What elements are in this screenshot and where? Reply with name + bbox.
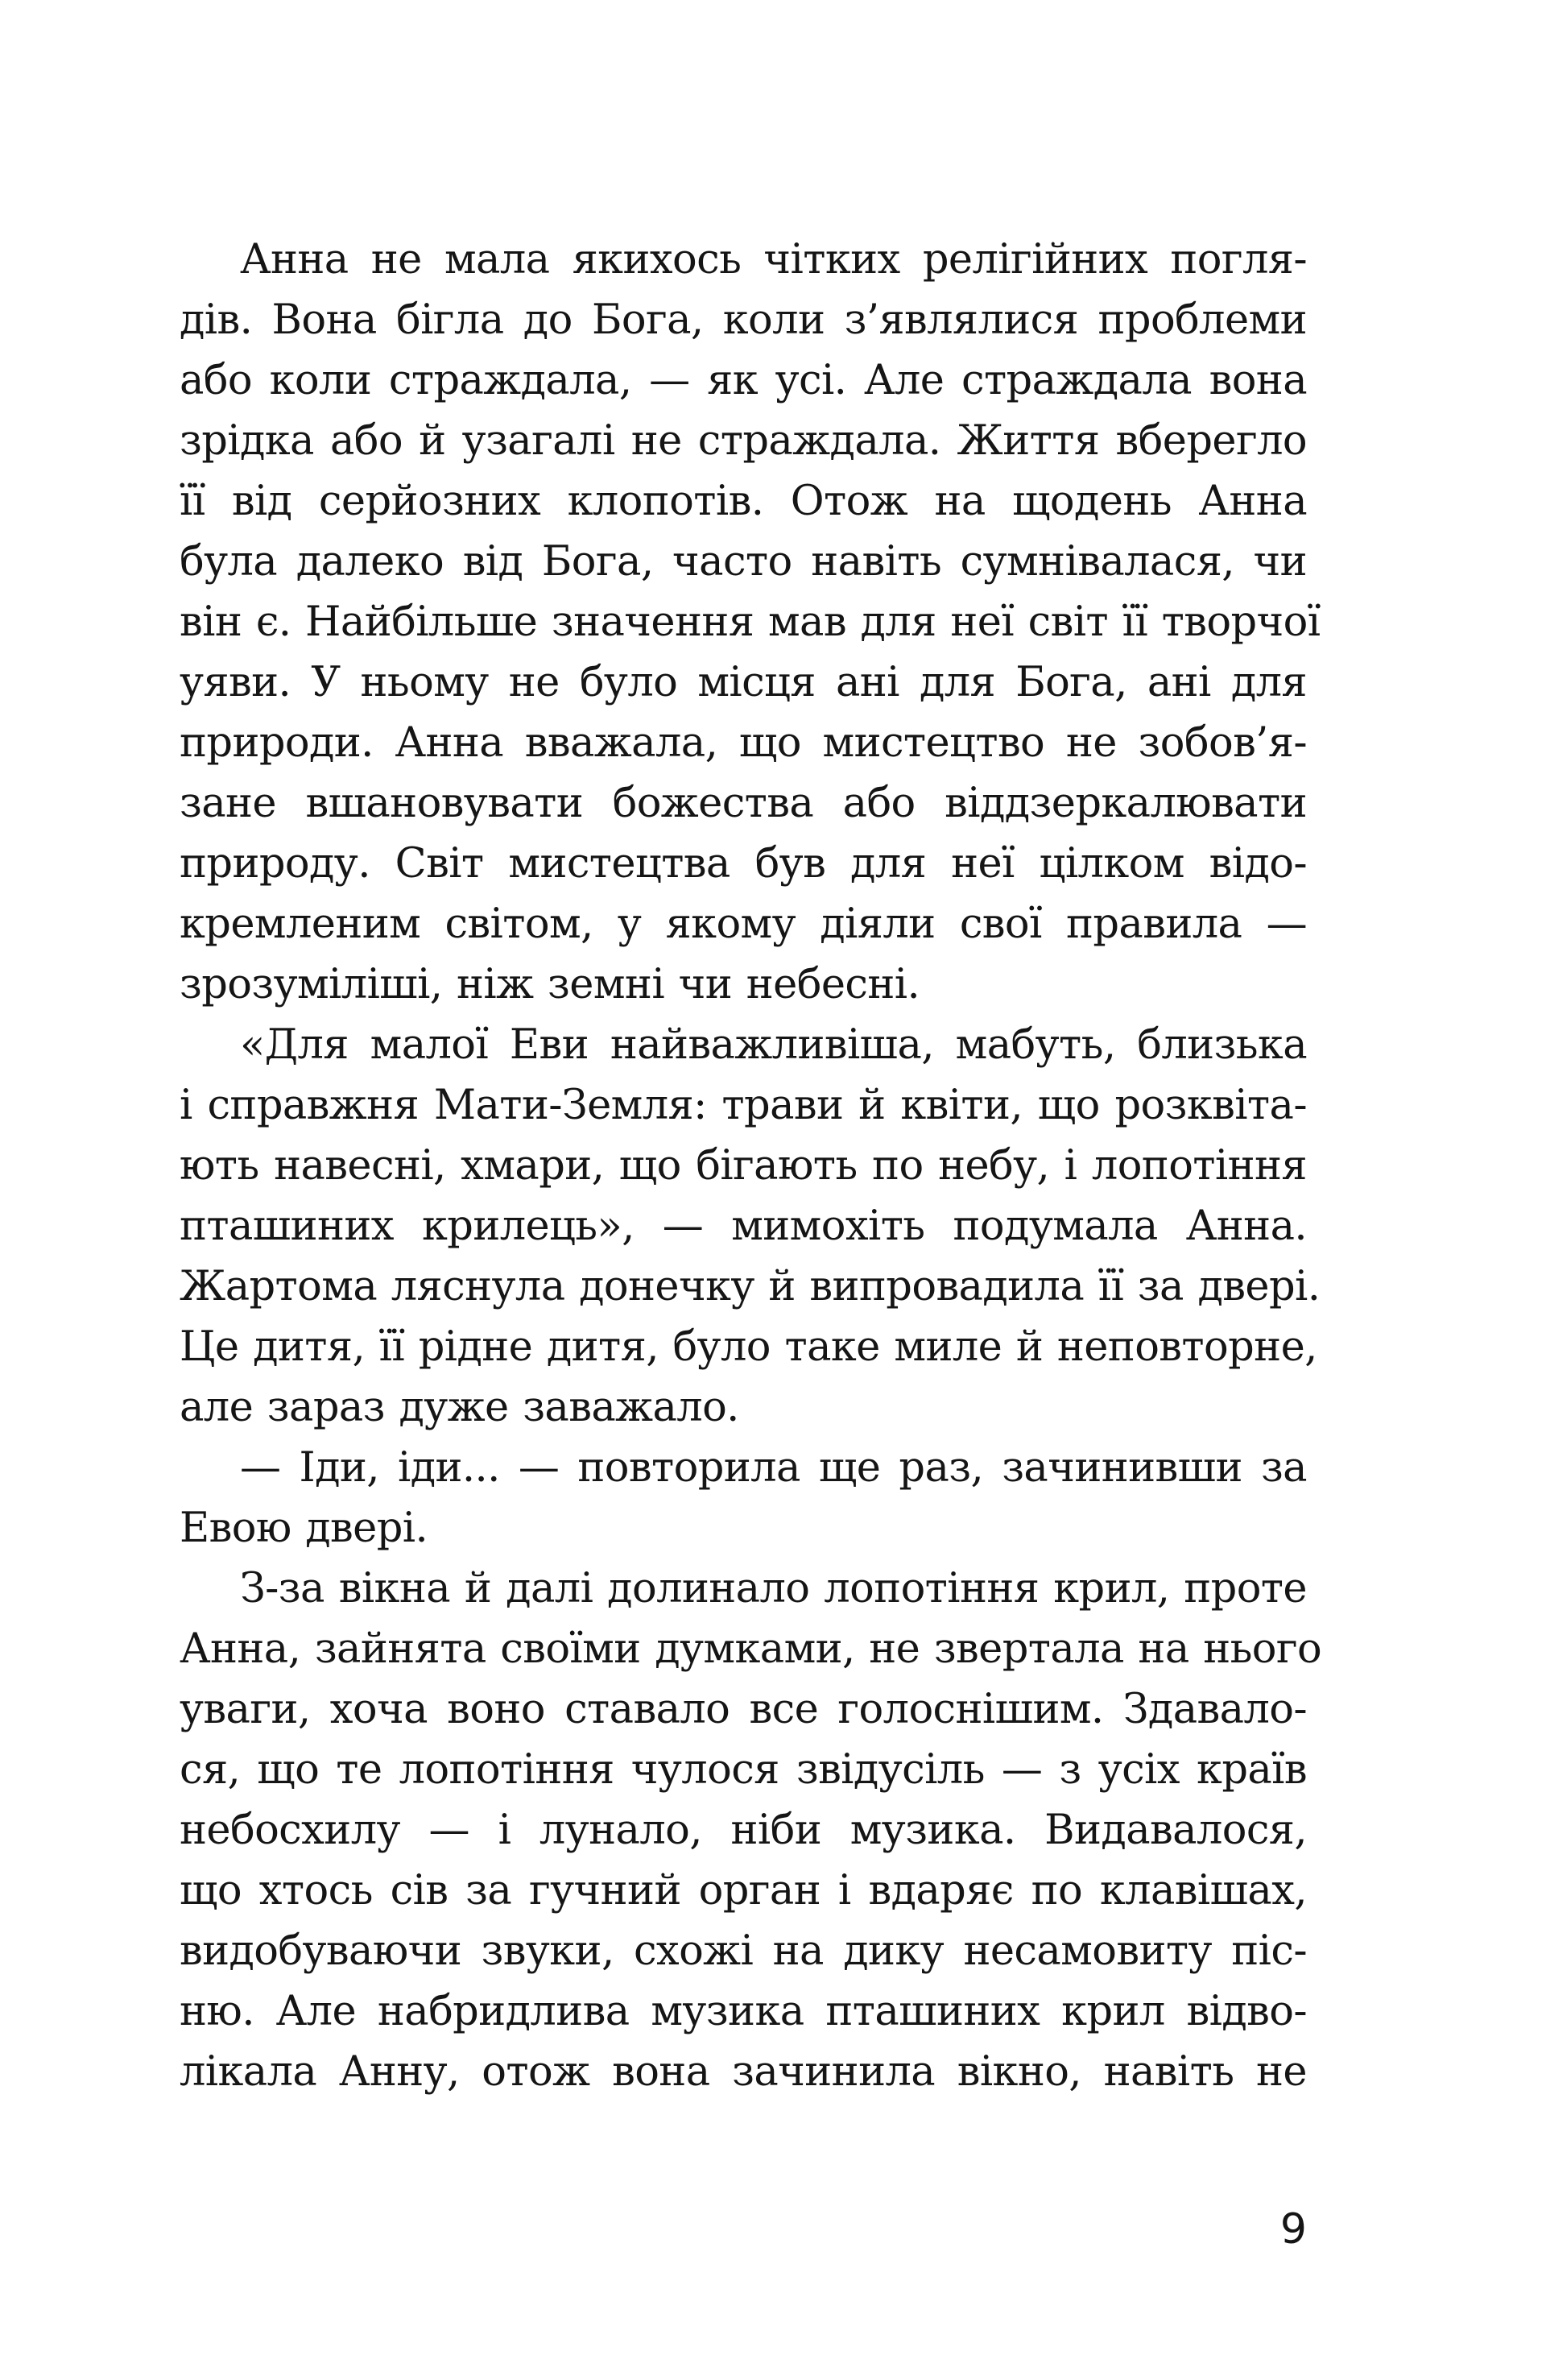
- text-line: — Іди, іди... — повторила ще раз, зачинивши за: [240, 1444, 1307, 1492]
- text-line: Евою двері.: [180, 1505, 428, 1552]
- body-text: [180, 230, 1322, 2102]
- text-line: природу. Світ мистецтва був для неї цілком відо-: [180, 840, 1307, 888]
- text-line: природи. Анна вважала, що мистецтво не зобов’я-: [180, 719, 1307, 767]
- text-line: Анна не мала якихось чітких релігійних погля-: [240, 236, 1307, 284]
- text-line: ють навесні, хмари, що бігають по небу, і лопотіння: [180, 1142, 1307, 1190]
- text-line: «Для малої Еви найважливіша, мабуть, близька: [240, 1021, 1307, 1069]
- text-line: кремленим світом, у якому діяли свої правила —: [180, 900, 1307, 948]
- text-line: і справжня Мати-Земля: трави й квіти, що розквіта-: [180, 1082, 1307, 1129]
- text-line: Жартома ляснула донечку й випровадила її за двері.: [180, 1263, 1321, 1310]
- text-line: видобуваючи звуки, схожі на дику несамовиту піс-: [180, 1927, 1307, 1975]
- text-line: Це дитя, її рідне дитя, було таке миле й неповторне,: [180, 1323, 1317, 1371]
- text-line: ню. Але набридлива музика пташиних крил відво-: [180, 1988, 1307, 2035]
- text-line: зрідка або й узагалі не страждала. Життя вберегло: [180, 417, 1307, 465]
- text-line: уяви. У ньому не було місця ані для Бога, ані для: [180, 659, 1307, 706]
- text-line: її від серйозних клопотів. Отож на щодень Анна: [180, 478, 1307, 525]
- text-line: небосхилу — і лунало, ніби музика. Видавалося,: [180, 1807, 1307, 1854]
- text-line: пташиних крилець», — мимохіть подумала Анна.: [180, 1202, 1307, 1250]
- text-line: ся, що те лопотіння чулося звідусіль — з усіх країв: [180, 1746, 1307, 1794]
- text-line: дів. Вона бігла до Бога, коли з’являлися проблеми: [180, 296, 1307, 344]
- text-line: була далеко від Бога, часто навіть сумнівалася, чи: [180, 538, 1307, 586]
- text-line: що хтось сів за гучний орган і вдаряє по клавішах,: [180, 1867, 1307, 1914]
- text-line: але зараз дуже заважало.: [180, 1384, 739, 1431]
- text-line: Анна, зайнята своїми думками, не звертала на нього: [180, 1625, 1322, 1673]
- text-line: лікала Анну, отож вона зачинила вікно, навіть не: [180, 2048, 1307, 2096]
- page-number: 9: [1279, 2205, 1307, 2254]
- text-line: він є. Найбільше значення мав для неї світ її творчої: [180, 598, 1321, 646]
- text-line: уваги, хоча воно ставало все голоснішим. Здавало-: [180, 1686, 1307, 1733]
- text-line: зрозуміліші, ніж земні чи небесні.: [180, 961, 920, 1008]
- text-line: або коли страждала, — як усі. Але страждала вона: [180, 357, 1307, 404]
- text-line: зане вшановувати божества або віддзеркалювати: [180, 780, 1307, 827]
- text-line: З-за вікна й далі долинало лопотіння крил, проте: [240, 1565, 1307, 1612]
